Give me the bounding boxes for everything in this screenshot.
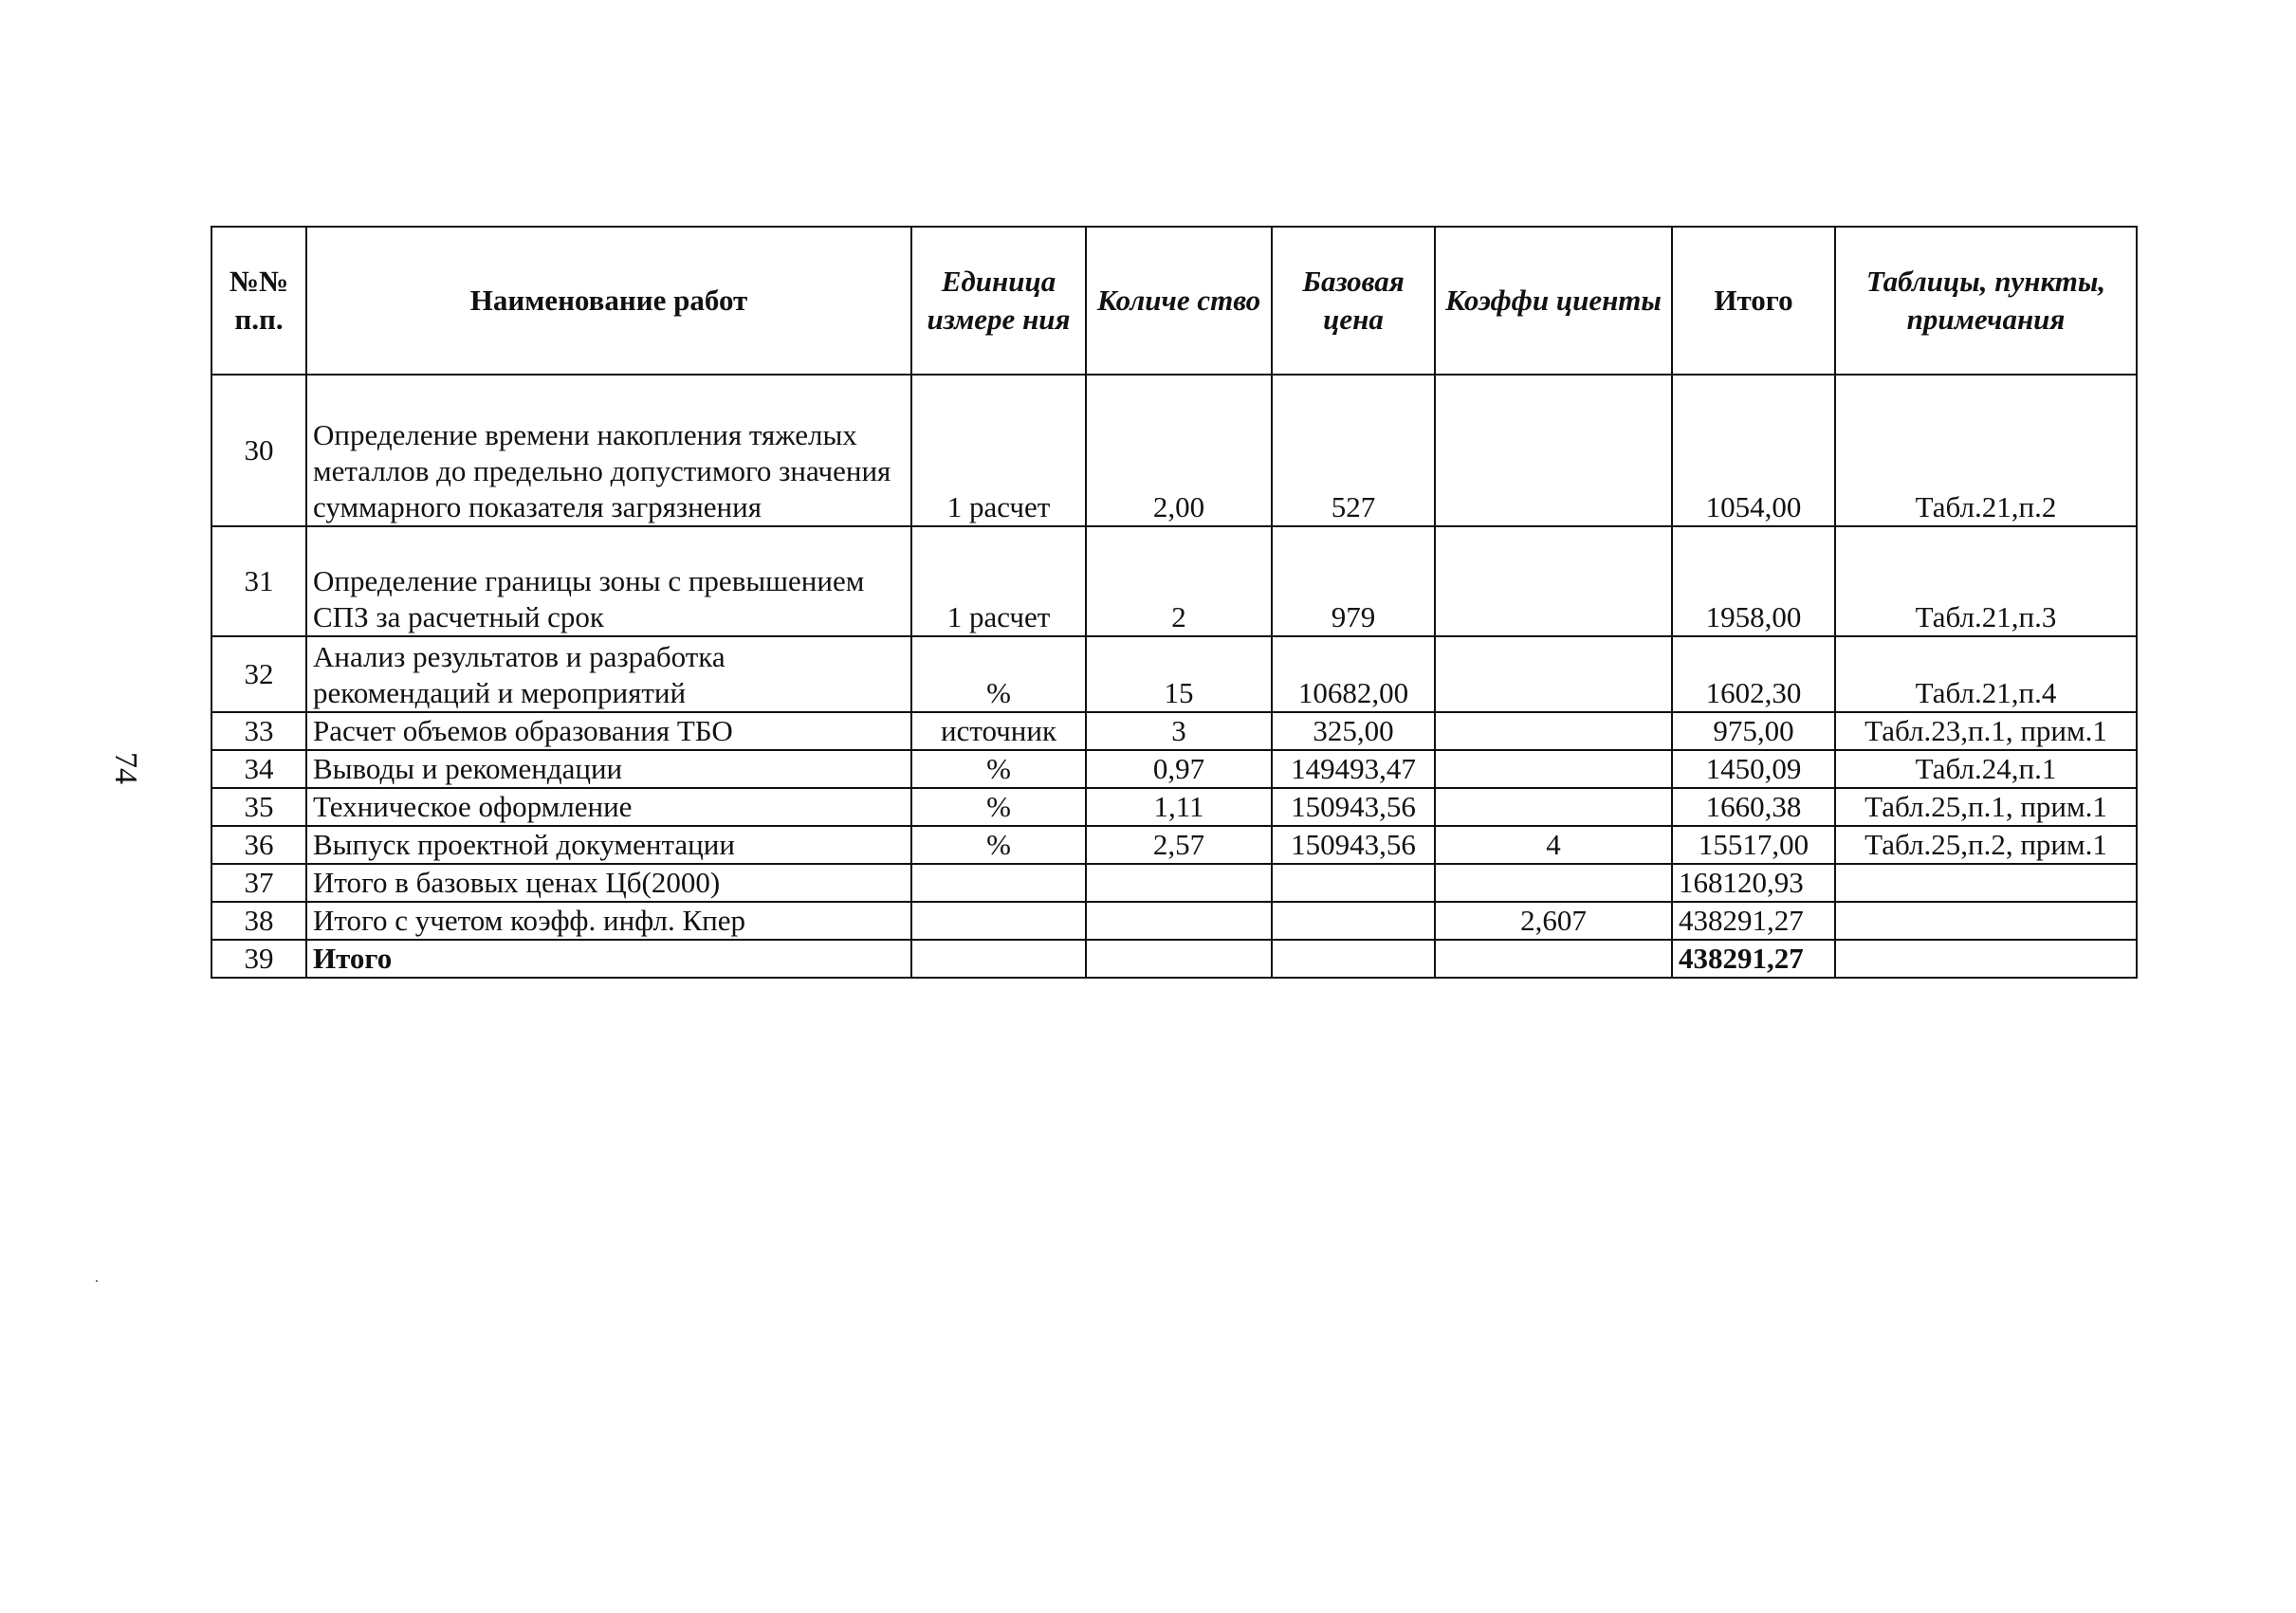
header-num: №№ п.п. xyxy=(211,227,306,375)
row-price: 10682,00 xyxy=(1272,636,1435,712)
row-name: Определение времени накопления тяжелых металлов до предельно допустимого значения суммарного показателя загрязнения xyxy=(306,375,911,526)
row-qty: 2,57 xyxy=(1086,826,1272,864)
page-number: 74 xyxy=(108,752,143,784)
row-qty xyxy=(1086,902,1272,940)
table-row xyxy=(211,788,2137,826)
row-coef xyxy=(1435,788,1672,826)
row-unit: % xyxy=(911,750,1086,788)
row-total: 1054,00 xyxy=(1672,375,1835,526)
row-unit xyxy=(911,940,1086,978)
row-price: 325,00 xyxy=(1272,712,1435,750)
row-price: 149493,47 xyxy=(1272,750,1435,788)
row-unit: 1 расчет xyxy=(911,526,1086,636)
row-notes: Табл.23,п.1, прим.1 xyxy=(1835,712,2137,750)
row-coef xyxy=(1435,750,1672,788)
row-qty xyxy=(1086,940,1272,978)
row-notes: Табл.25,п.2, прим.1 xyxy=(1835,826,2137,864)
row-coef xyxy=(1435,526,1672,636)
row-num: 36 xyxy=(211,826,306,864)
row-total: 1660,38 xyxy=(1672,788,1835,826)
table-row xyxy=(211,375,2137,526)
row-qty: 0,97 xyxy=(1086,750,1272,788)
header-price: Базовая цена xyxy=(1272,227,1435,375)
row-notes: Табл.21,п.2 xyxy=(1835,375,2137,526)
row-unit: % xyxy=(911,826,1086,864)
row-qty xyxy=(1086,864,1272,902)
row-num: 33 xyxy=(211,712,306,750)
row-name: Итого с учетом коэфф. инфл. Кпер xyxy=(306,902,911,940)
row-notes xyxy=(1835,902,2137,940)
row-qty: 2,00 xyxy=(1086,375,1272,526)
row-num: 39 xyxy=(211,940,306,978)
row-price: 150943,56 xyxy=(1272,826,1435,864)
row-total: 15517,00 xyxy=(1672,826,1835,864)
row-price xyxy=(1272,940,1435,978)
row-qty: 2 xyxy=(1086,526,1272,636)
row-coef xyxy=(1435,940,1672,978)
row-total: 438291,27 xyxy=(1672,902,1835,940)
row-num: 31 xyxy=(211,526,306,636)
table-row xyxy=(211,826,2137,864)
row-total: 1450,09 xyxy=(1672,750,1835,788)
row-unit xyxy=(911,864,1086,902)
table-row xyxy=(211,902,2137,940)
row-total: 1602,30 xyxy=(1672,636,1835,712)
table-row xyxy=(211,864,2137,902)
header-name: Наименование работ xyxy=(306,227,911,375)
row-name: Анализ результатов и разработка рекомендаций и мероприятий xyxy=(306,636,911,712)
estimate-table xyxy=(211,226,2138,979)
row-unit xyxy=(911,902,1086,940)
row-notes xyxy=(1835,864,2137,902)
table-row xyxy=(211,526,2137,636)
row-price: 150943,56 xyxy=(1272,788,1435,826)
row-name: Техническое оформление xyxy=(306,788,911,826)
row-total: 1958,00 xyxy=(1672,526,1835,636)
row-unit: источник xyxy=(911,712,1086,750)
row-num: 35 xyxy=(211,788,306,826)
row-name: Итого xyxy=(306,940,911,978)
row-unit: 1 расчет xyxy=(911,375,1086,526)
row-num: 37 xyxy=(211,864,306,902)
header-qty: Количе ство xyxy=(1086,227,1272,375)
row-coef xyxy=(1435,712,1672,750)
row-price xyxy=(1272,902,1435,940)
header-row xyxy=(211,227,2137,375)
row-coef xyxy=(1435,864,1672,902)
table-row xyxy=(211,636,2137,712)
row-num: 30 xyxy=(211,375,306,526)
row-total: 168120,93 xyxy=(1672,864,1835,902)
table-row xyxy=(211,712,2137,750)
row-price: 979 xyxy=(1272,526,1435,636)
row-qty: 15 xyxy=(1086,636,1272,712)
row-num: 32 xyxy=(211,636,306,712)
header-coef: Коэффи циенты xyxy=(1435,227,1672,375)
row-price xyxy=(1272,864,1435,902)
row-name: Итого в базовых ценах Цб(2000) xyxy=(306,864,911,902)
row-qty: 1,11 xyxy=(1086,788,1272,826)
row-num: 34 xyxy=(211,750,306,788)
row-notes: Табл.21,п.3 xyxy=(1835,526,2137,636)
row-notes: Табл.24,п.1 xyxy=(1835,750,2137,788)
grand-total-row xyxy=(211,940,2137,978)
header-total: Итого xyxy=(1672,227,1835,375)
row-unit: % xyxy=(911,636,1086,712)
row-notes xyxy=(1835,940,2137,978)
row-unit: % xyxy=(911,788,1086,826)
row-notes: Табл.25,п.1, прим.1 xyxy=(1835,788,2137,826)
row-total: 438291,27 xyxy=(1672,940,1835,978)
row-coef xyxy=(1435,636,1672,712)
header-notes: Таблицы, пункты, примечания xyxy=(1835,227,2137,375)
scan-speck xyxy=(96,1280,98,1282)
row-total: 975,00 xyxy=(1672,712,1835,750)
row-price: 527 xyxy=(1272,375,1435,526)
row-name: Определение границы зоны с превышением СПЗ за расчетный срок xyxy=(306,526,911,636)
header-unit: Единица измере ния xyxy=(911,227,1086,375)
row-name: Расчет объемов образования ТБО xyxy=(306,712,911,750)
row-notes: Табл.21,п.4 xyxy=(1835,636,2137,712)
row-coef: 2,607 xyxy=(1435,902,1672,940)
row-name: Выпуск проектной документации xyxy=(306,826,911,864)
row-qty: 3 xyxy=(1086,712,1272,750)
table-row xyxy=(211,750,2137,788)
row-coef: 4 xyxy=(1435,826,1672,864)
row-num: 38 xyxy=(211,902,306,940)
row-coef xyxy=(1435,375,1672,526)
row-name: Выводы и рекомендации xyxy=(306,750,911,788)
